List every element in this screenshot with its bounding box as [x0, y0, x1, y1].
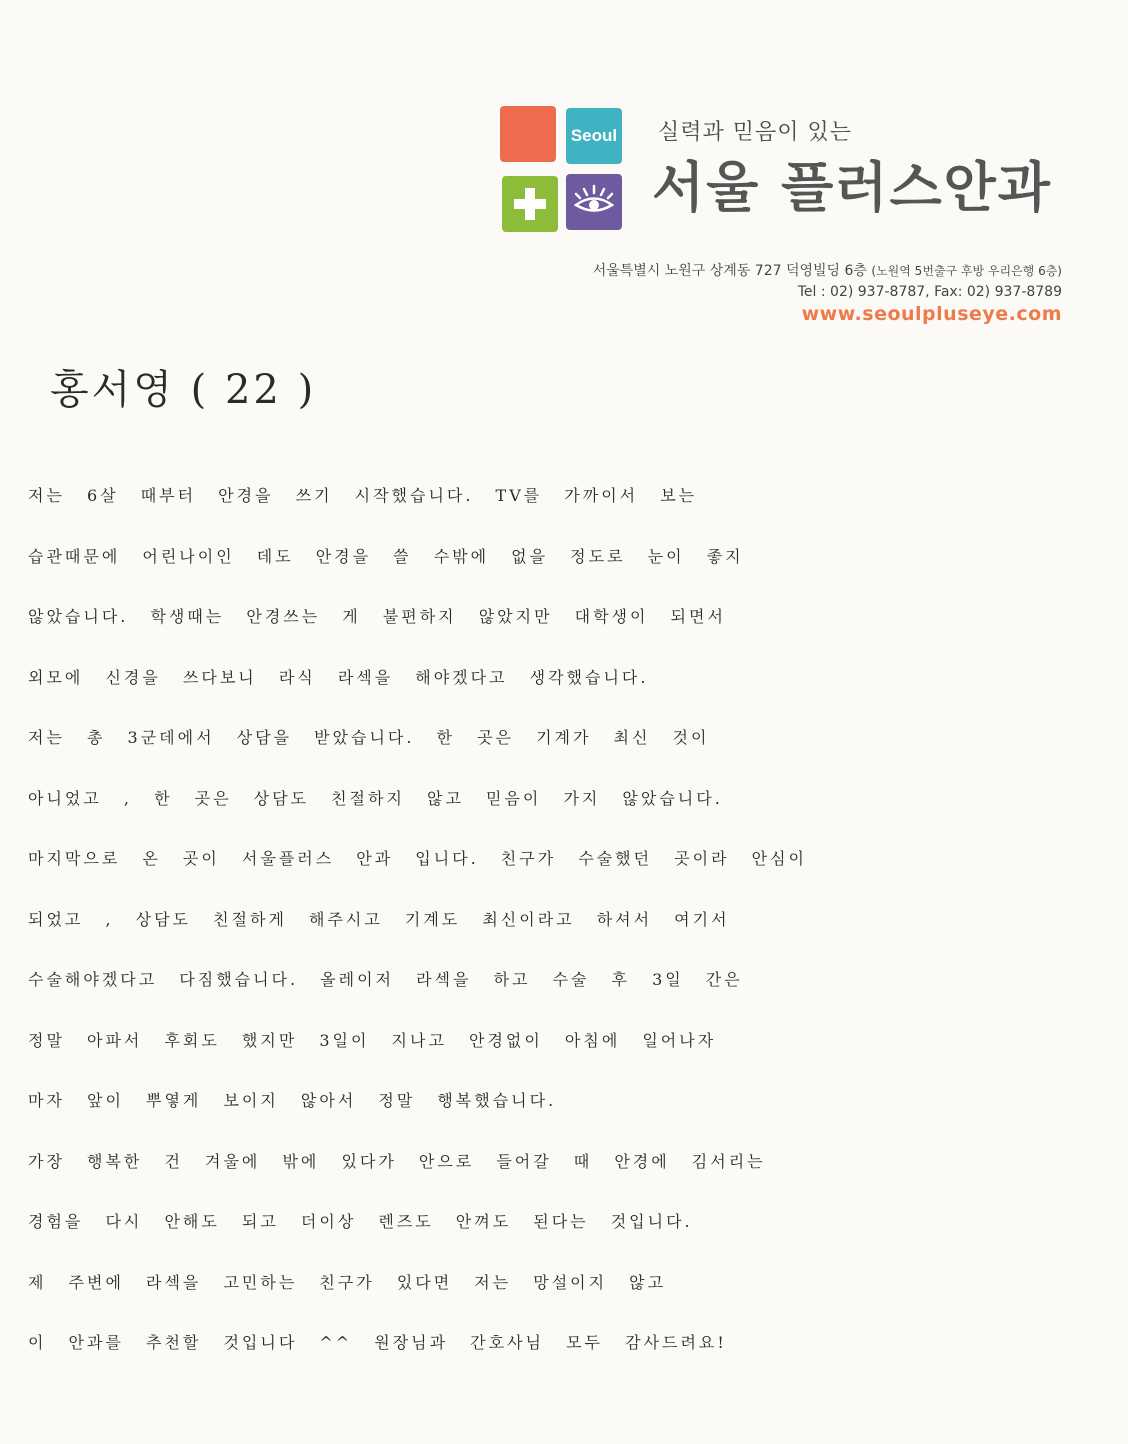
letter-line: 수술해야겠다고 다짐했습니다. 올레이저 라섹을 하고 수술 후 3일 간은	[28, 970, 743, 989]
logo-seoul-tile	[566, 108, 622, 164]
letter-line: 가장 행복한 건 겨울에 밖에 있다가 안으로 들어갈 때 안경에 김서리는	[28, 1151, 766, 1171]
address-note: (노원역 5번출구 후방 우리은행 6층)	[871, 264, 1062, 278]
letter-line: 습관때문에 어린나이인 데도 안경을 쓸 수밖에 없을 정도로 눈이 좋지	[28, 546, 744, 566]
letter-line: 저는 6살 때부터 안경을 쓰기 시작했습니다. TV를 가까이서 보는	[28, 486, 698, 505]
logo-plus-icon	[502, 176, 558, 232]
letter-line: 이 안과를 추천할 것입니다 ^^ 원장님과 간호사님 모두 감사드려요!	[28, 1333, 727, 1352]
letter-line: 외모에 신경을 쓰다보니 라식 라섹을 해야겠다고 생각했습니다.	[28, 667, 649, 687]
clinic-logo	[500, 106, 624, 232]
letter-body	[28, 466, 1108, 1374]
address-main: 서울특별시 노원구 상계동 727 덕영빌딩 6층	[592, 263, 867, 279]
clinic-address	[593, 260, 1062, 280]
letter-line: 정말 아파서 후회도 했지만 3일이 지나고 안경없이 아침에 일어나자	[28, 1030, 717, 1050]
letter-line: 아니었고 , 한 곳은 상담도 친절하지 않고 믿음이 가지 않았습니다.	[28, 788, 723, 808]
logo-orange-tile	[500, 106, 556, 162]
letter-line: 마지막으로 온 곳이 서울플러스 안과 입니다. 친구가 수술했던 곳이라 안심이	[28, 849, 807, 868]
letter-line: 마자 앞이 뿌옇게 보이지 않아서 정말 행복했습니다.	[28, 1091, 557, 1110]
letter-line: 경험을 다시 안해도 되고 더이상 렌즈도 안껴도 된다는 것입니다.	[28, 1212, 693, 1231]
letter-line: 제 주변에 라섹을 고민하는 친구가 있다면 저는 망설이지 않고	[28, 1272, 667, 1292]
clinic-website: www.seoulpluseye.com	[801, 303, 1062, 325]
logo-seoul-text: Seoul	[570, 126, 618, 145]
letter-line: 않았습니다. 학생때는 안경쓰는 게 불편하지 않았지만 대학생이 되면서	[28, 607, 726, 626]
clinic-contact: Tel : 02) 937-8787, Fax: 02) 937-8789	[797, 284, 1062, 300]
letter-line: 저는 총 3군데에서 상담을 받았습니다. 한 곳은 기계가 최신 것이	[28, 728, 710, 747]
clinic-tagline: 실력과 믿음이 있는	[658, 120, 853, 145]
writer-name: 홍서영 ( 22 )	[50, 367, 317, 413]
clinic-name: 서울 플러스안과	[652, 156, 1052, 219]
letter-line: 되었고 , 상담도 친절하게 해주시고 기계도 최신이라고 하셔서 여기서	[28, 909, 730, 929]
logo-eye-icon	[566, 174, 622, 230]
